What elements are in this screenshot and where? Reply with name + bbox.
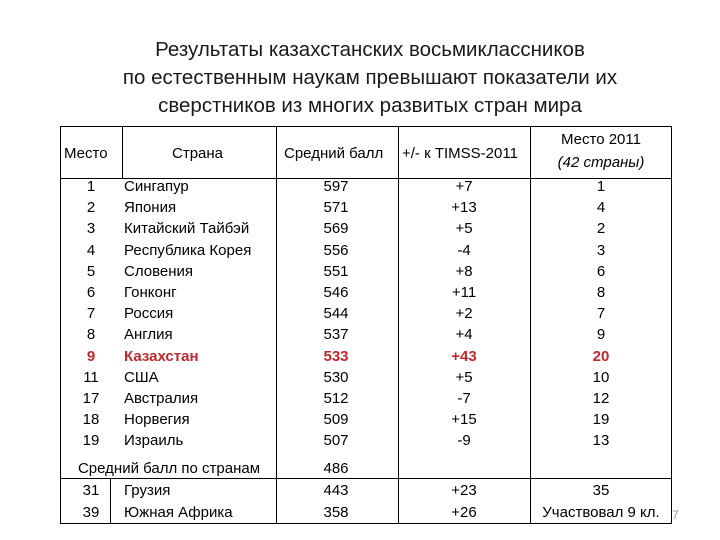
rank-column-divider (122, 126, 123, 178)
average-label: Средний балл по странам (77, 460, 261, 477)
slide-title (60, 36, 680, 120)
row-diff-cell: -9 (457, 432, 471, 450)
row-country-cell: Республика Корея (124, 241, 252, 259)
row-rank-cell: 8 (86, 326, 96, 344)
header-diff: +/- к TIMSS-2011 (402, 145, 518, 162)
row-place-cell: Участвовал 9 кл. (542, 503, 660, 521)
row-country-cell: США (124, 368, 159, 386)
row-rank-cell: 2 (86, 199, 96, 217)
row-diff-cell: +23 (451, 482, 477, 499)
row-diff-cell: +43 (451, 347, 477, 365)
row-rank-cell: 1 (86, 178, 96, 195)
row-rank-cell: 18 (82, 411, 100, 429)
header-score: Средний балл (284, 145, 384, 162)
row-rank-cell: 31 (82, 482, 100, 499)
row-country-cell: Южная Африка (124, 503, 233, 521)
row-score-cell: 443 (323, 482, 349, 499)
row-score-cell: 537 (323, 326, 349, 344)
row-rank-cell: 6 (86, 284, 96, 301)
row-score-cell: 569 (323, 220, 349, 238)
row-place-cell: 10 (592, 368, 610, 386)
row-place-cell: 8 (596, 284, 606, 301)
row-country-cell: Австралия (124, 390, 199, 407)
row-score-cell: 358 (323, 503, 349, 521)
header-place-countries: (42 страны) (557, 154, 645, 171)
row-place-cell: 9 (596, 326, 606, 344)
row-country-cell: Норвегия (124, 411, 190, 429)
header-place-2011: Место 2011 (561, 131, 641, 148)
row-rank-cell: 7 (86, 305, 96, 323)
row-place-cell: 2 (596, 220, 606, 238)
row-diff-cell: +5 (455, 368, 473, 386)
row-score-cell: 551 (323, 262, 349, 280)
row-country-cell: Казахстан (124, 347, 199, 365)
row-score-cell: 597 (323, 178, 349, 195)
row-score-cell: 546 (323, 284, 349, 301)
row-score-cell: 571 (323, 199, 349, 217)
row-place-cell: 6 (596, 262, 606, 280)
row-diff-cell: +11 (451, 284, 477, 301)
row-score-cell: 509 (323, 411, 349, 429)
score-column-divider (276, 126, 277, 524)
page-number: 7 (672, 508, 679, 522)
average-score: 486 (323, 460, 349, 477)
row-diff-cell: -7 (457, 390, 471, 407)
row-country-cell: Англия (124, 326, 173, 344)
row-diff-cell: +13 (451, 199, 477, 217)
row-rank-cell: 4 (86, 241, 96, 259)
row-score-cell: 533 (323, 347, 349, 365)
row-score-cell: 556 (323, 241, 349, 259)
row-country-cell: Гонконг (124, 284, 177, 301)
row-diff-cell: +4 (455, 326, 473, 344)
row-diff-cell: +7 (455, 178, 473, 195)
row-diff-cell: +5 (455, 220, 473, 238)
row-place-cell: 20 (592, 347, 610, 365)
row-place-cell: 4 (596, 199, 606, 217)
header-rank: Место (64, 145, 108, 162)
row-place-cell: 13 (592, 432, 610, 450)
row-rank-cell: 17 (82, 390, 100, 407)
row-diff-cell: +8 (455, 262, 473, 280)
row-rank-cell: 5 (86, 262, 96, 280)
row-place-cell: 12 (592, 390, 610, 407)
row-score-cell: 507 (323, 432, 349, 450)
row-country-cell: Израиль (124, 432, 184, 450)
row-place-cell: 1 (596, 178, 606, 195)
title-line-3: сверстников из многих развитых стран мира (158, 94, 582, 117)
row-place-cell: 35 (592, 482, 610, 499)
row-place-cell: 3 (596, 241, 606, 259)
row-rank-cell: 9 (86, 347, 96, 365)
row-country-cell: Сингапур (124, 178, 189, 195)
row-diff-cell: +2 (455, 305, 473, 323)
row-rank-cell: 11 (83, 368, 99, 386)
row-diff-cell: +15 (451, 411, 477, 429)
row-score-cell: 544 (323, 305, 349, 323)
row-country-cell: Грузия (124, 482, 171, 499)
row-diff-cell: +26 (451, 503, 477, 521)
row-rank-cell: 3 (86, 220, 96, 238)
row-score-cell: 512 (323, 390, 349, 407)
row-score-cell: 530 (323, 368, 349, 386)
row-rank-cell: 39 (82, 503, 100, 521)
row-place-cell: 7 (596, 305, 606, 323)
title-line-2: по естественным наукам превышают показатели их (122, 66, 618, 89)
row-country-cell: Китайский Тайбэй (124, 220, 250, 238)
row-diff-cell: -4 (457, 241, 471, 259)
row-country-cell: Япония (124, 199, 177, 217)
row-country-cell: Россия (124, 305, 174, 323)
title-line-1: Результаты казахстанских восьмиклассников (155, 38, 585, 61)
row-rank-cell: 19 (82, 432, 100, 450)
row-place-cell: 19 (592, 411, 610, 429)
header-country: Страна (172, 145, 224, 162)
row-country-cell: Словения (124, 262, 194, 280)
